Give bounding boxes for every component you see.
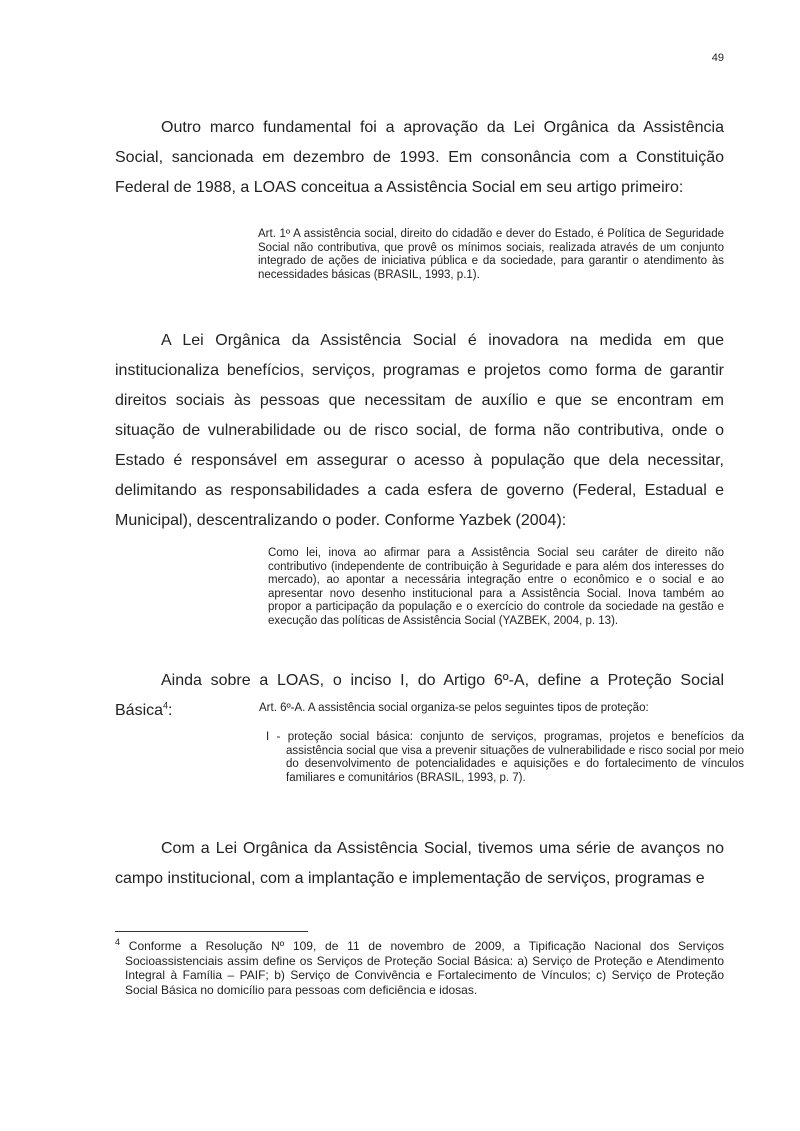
paragraph-text: Ainda sobre a LOAS, o inciso I, do Artigo 6º-A, define a Proteção Social Básica	[115, 672, 724, 719]
footnote-divider	[115, 931, 308, 932]
block-quote-art-1: Art. 1º A assistência social, direito do cidadão e dever do Estado, é Política de Seguridade Social não contributiva, que provê os mínimos sociais, realizada através de um conjunto integrado de ações de iniciativa pública e da sociedade, para garantir o atendimento às necessidades básicas (BRASIL, 1993, p.1).	[258, 228, 724, 281]
footnote-text: Conforme a Resolução Nº 109, de 11 de novembro de 2009, a Tipificação Nacional dos Serviços Socioassistenciais assim define os Serviços de Proteção Social Básica: a) Serviço de Proteção e Atendimento Integral à Família – PAIF; b) Serviço de Convivência e Fortalecimento de Vínculos; c) Serviço de Proteção Social Básica no domicílio para pessoas com deficiência e idosas.	[120, 939, 724, 997]
block-quote-inciso-i: I - proteção social básica: conjunto de serviços, programas, projetos e benefícios da assistência social que visa a prevenir situações de vulnerabilidade e risco social por meio do desenvolvimento de potencialidades e aquisições e do fortalecimento de vínculos familiares e comunitários (BRASIL, 1993, p. 7).	[266, 731, 744, 784]
paragraph-loas-innovation: A Lei Orgânica da Assistência Social é inovadora na medida em que institucionaliza benefícios, serviços, programas e projetos como forma de garantir direitos sociais às pessoas que necessitam de auxílio e que se encontram em situação de vulnerabilidade ou de risco social, de forma não contributiva, onde o Estado é responsável em assegurar o acesso à população que dela necessitar, delimitando as responsabilidades a cada esfera de governo (Federal, Estadual e Municipal), descentralizando o poder. Conforme Yazbek (2004):	[115, 332, 724, 529]
paragraph-loas-approval: Outro marco fundamental foi a aprovação da Lei Orgânica da Assistência Social, sancionada em dezembro de 1993. Em consonância com a Constituição Federal de 1988, a LOAS conceitua a Assistência Social em seu artigo primeiro:	[115, 119, 724, 196]
footnote-marker: 4	[115, 937, 121, 947]
block-quote-yazbek: Como lei, inova ao afirmar para a Assistência Social seu caráter de direito não contributivo (independente de contribuição à Seguridade e para além dos interesses do mercado), ao apontar a necessária integração entre o econômico e o social e ao apresentar novo desenho institucional para a Assistência Social. Inova também ao propor a participação da população e o exercício do controle da sociedade na gestão e execução das políticas de Assistência Social (YAZBEK, 2004, p. 13).	[268, 547, 724, 627]
paragraph-protecao-social-basica	[115, 666, 724, 726]
paragraph-advances: Com a Lei Orgânica da Assistência Social, tivemos uma série de avanços no campo institucional, com a implantação e implementação de serviços, programas e	[115, 840, 724, 887]
footnote-reference[interactable]: 4	[163, 700, 169, 711]
footnote	[115, 939, 724, 997]
block-quote-art-6a: Art. 6º-A. A assistência social organiza-se pelos seguintes tipos de proteção:	[259, 702, 649, 714]
paragraph-end: :	[168, 702, 173, 719]
page-number: 49	[711, 52, 724, 64]
